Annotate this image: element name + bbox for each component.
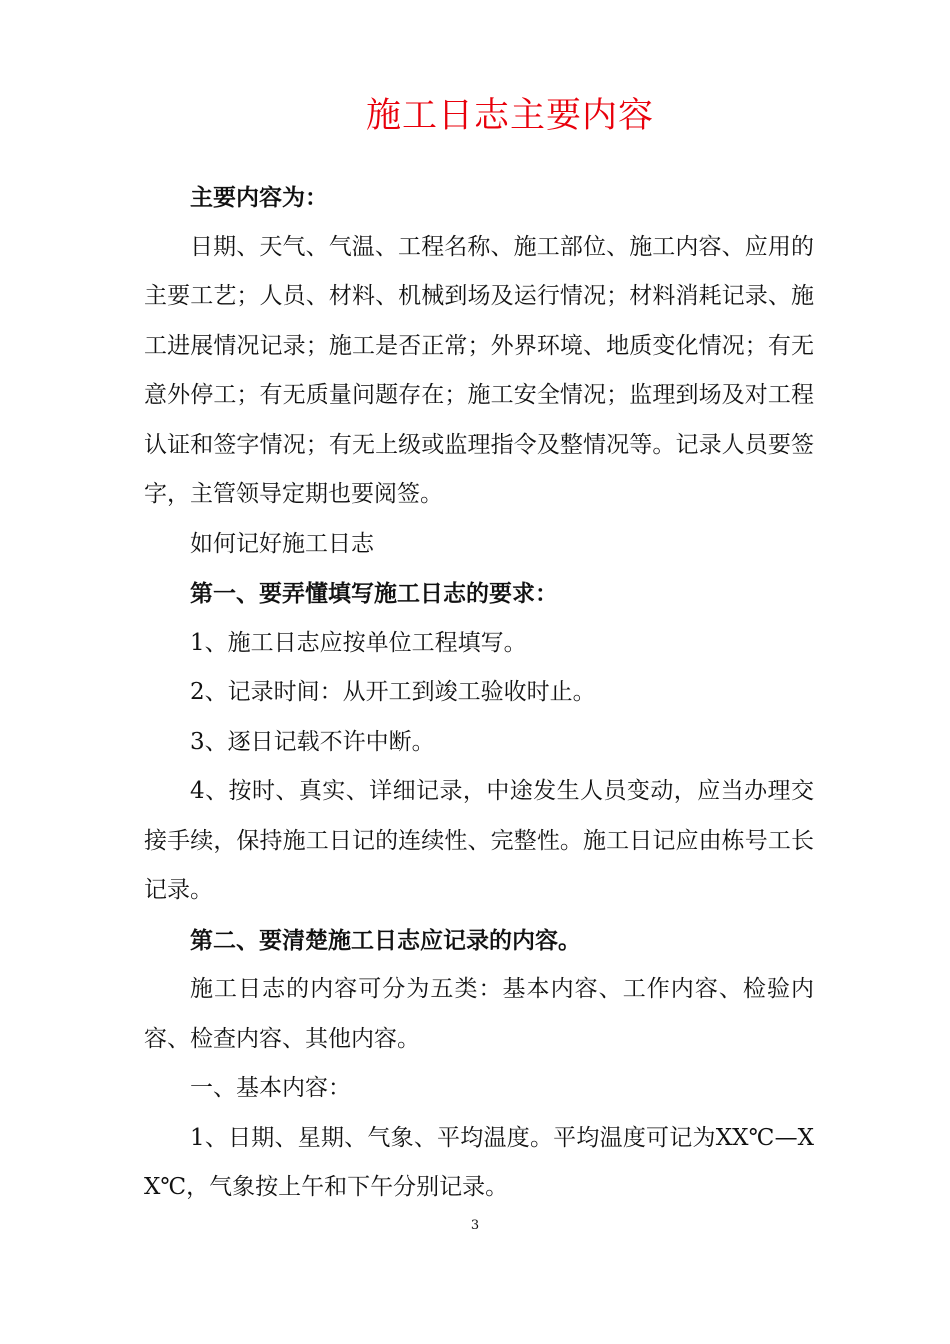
paragraph-section-one-heading: 第一、要弄懂填写施工日志的要求： (190, 580, 558, 607)
paragraph-rule-2: 2、记录时间：从开工到竣工验收时止。 (190, 679, 596, 705)
paragraph-how-to-record: 如何记好施工日志 (190, 530, 374, 557)
paragraph-content-categories: 施工日志的内容可分为五类：基本内容、工作内容、检验内容、检查内容、其他内容。 (144, 976, 814, 1052)
paragraph-basic-content-heading: 一、基本内容： (190, 1075, 351, 1101)
paragraph-main-content-list: 日期、天气、气温、工程名称、施工部位、施工内容、应用的主要工艺；人员、材料、机械到场及运行情况；材料消耗记录、施工进展情况记录；施工是否正常；外界环境、地质变化情况；有无意外停工；有无质量问题存在；施工安全情况；监理到场及对工程认证和签字情况；有无上级或监理指令及整情况等。记录人员要签字，主管领导定期也要阅签。 (144, 233, 814, 507)
page-number: 3 (470, 1218, 480, 1233)
paragraph-rule-1: 1、施工日志应按单位工程填写。 (190, 629, 527, 656)
paragraph-rule-3: 3、逐日记载不许中断。 (190, 728, 435, 755)
paragraph-rule-4: 4、按时、真实、详细记录，中途发生人员变动，应当办理交接手续，保持施工日记的连续性、完整性。施工日记应由栋号工长记录。 (144, 778, 814, 903)
paragraph-basic-content-item-1: 1、日期、星期、气象、平均温度。平均温度可记为XX℃—XX℃，气象按上午和下午分别记录。 (144, 1124, 814, 1200)
paragraph-main-content-heading: 主要内容为： (190, 184, 328, 211)
document-body (144, 173, 814, 1213)
paragraph-section-two-heading: 第二、要清楚施工日志应记录的内容。 (190, 926, 581, 954)
page-title: 施工日志主要内容 (365, 96, 654, 136)
